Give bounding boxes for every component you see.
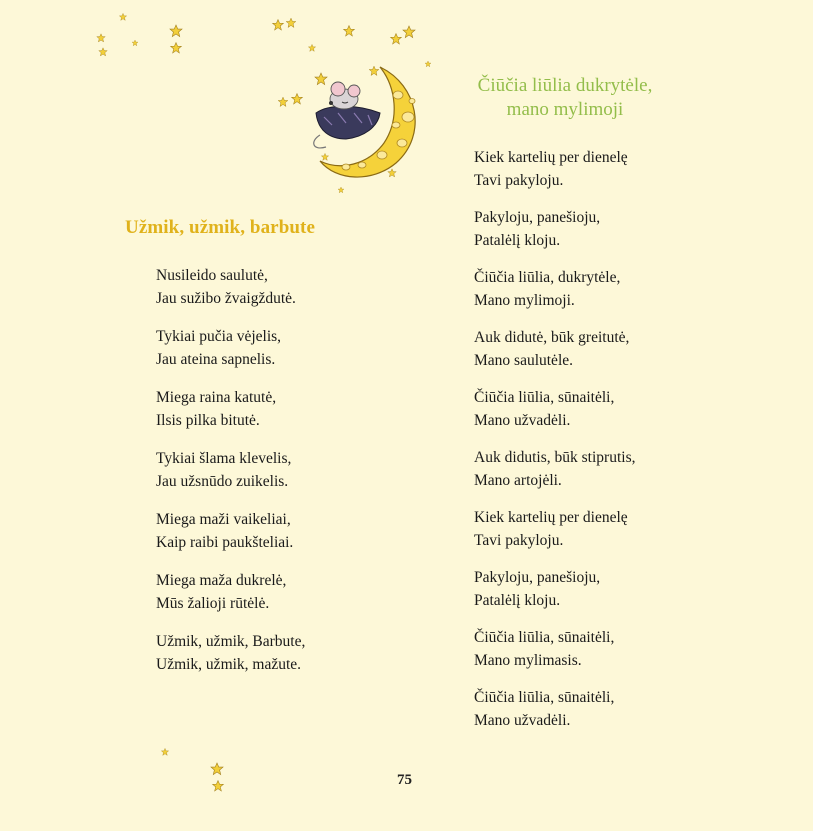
left-poem (156, 265, 305, 692)
star-icon (344, 26, 355, 36)
poem-line: Tykiai pučia vėjelis, (156, 328, 282, 345)
poem-line: Užmik, užmik, mažute. (156, 655, 302, 673)
star-icon (170, 25, 182, 37)
poem-line: Mano užvadėli. (474, 711, 571, 729)
poem-line: Patalėlį kloju. (474, 591, 561, 609)
star-icon (119, 13, 126, 20)
star-icon (286, 18, 296, 27)
stanza (474, 687, 635, 732)
poem-line: Čiūčia liūlia, dukrytėle, (474, 269, 621, 286)
star-icon (213, 781, 224, 791)
right-poem-title-line: mano mylimoji (506, 99, 624, 120)
stanza (156, 509, 305, 554)
left-poem-title: Užmik, užmik, barbute (125, 217, 315, 238)
poem-line: Auk didutis, būk stiprutis, (474, 449, 636, 466)
poem-line: Jau ateina sapnelis. (156, 350, 276, 368)
poem-line: Jau užsnūdo zuikelis. (156, 472, 289, 490)
star-icon (161, 748, 168, 755)
star-icon (403, 26, 415, 38)
poem-line: Užmik, užmik, Barbute, (156, 633, 306, 650)
sleeping-mouse-on-crescent-moon-icon (268, 55, 438, 195)
star-icon (211, 763, 223, 775)
stanza (156, 265, 305, 310)
poem-line: Ilsis pilka bitutė. (156, 411, 260, 429)
poem-line: Čiūčia liūlia, sūnaitėli, (474, 389, 615, 406)
poem-line: Mano saulutėle. (474, 351, 574, 369)
poem-line: Auk didutė, būk greitutė, (474, 329, 630, 346)
stanza (156, 326, 305, 371)
poem-line: Miega raina katutė, (156, 389, 277, 406)
poem-line: Tavi pakyloju. (474, 531, 564, 549)
poem-line: Čiūčia liūlia, sūnaitėli, (474, 629, 615, 646)
stanza (474, 267, 635, 312)
stanza (474, 627, 635, 672)
poem-line: Jau sužibo žvaigždutė. (156, 289, 296, 307)
stanza (474, 567, 635, 612)
right-poem-title (440, 74, 690, 122)
poem-line: Kaip raibi paukšteliai. (156, 533, 294, 551)
stanza (156, 570, 305, 615)
stanza (474, 387, 635, 432)
poem-line: Čiūčia liūlia, sūnaitėli, (474, 689, 615, 706)
poem-line: Mano užvadėli. (474, 411, 571, 429)
poem-line: Mano artojėli. (474, 471, 562, 489)
stanza (474, 447, 635, 492)
poem-line: Miega maža dukrelė, (156, 572, 287, 589)
poem-line: Mūs žalioji rūtėlė. (156, 594, 270, 612)
star-icon (132, 40, 138, 46)
star-icon (308, 44, 315, 51)
stanza (156, 631, 305, 676)
right-poem (474, 147, 635, 747)
poem-line: Pakyloju, panešioju, (474, 209, 601, 226)
poem-line: Mano mylimasis. (474, 651, 582, 669)
poem-line: Tykiai šlama klevelis, (156, 450, 292, 467)
stanza (474, 327, 635, 372)
poem-line: Kiek kartelių per dienelę (474, 149, 628, 166)
stanza (156, 448, 305, 493)
poem-line: Pakyloju, panešioju, (474, 569, 601, 586)
page-number: 75 (397, 772, 412, 788)
star-icon (97, 34, 105, 42)
poem-line: Miega maži vaikeliai, (156, 511, 291, 528)
poem-line: Kiek kartelių per dienelę (474, 509, 628, 526)
stanza (474, 207, 635, 252)
stanza (474, 507, 635, 552)
stanza (474, 147, 635, 192)
poem-line: Nusileido saulutė, (156, 267, 268, 284)
right-poem-title-line: Čiūčia liūlia dukrytėle, (477, 75, 653, 96)
stanza (156, 387, 305, 432)
star-icon (273, 20, 284, 30)
star-icon (171, 43, 182, 53)
poem-line: Mano mylimoji. (474, 291, 575, 309)
poem-line: Patalėlį kloju. (474, 231, 561, 249)
star-icon (99, 48, 107, 56)
star-icon (391, 34, 402, 44)
poem-line: Tavi pakyloju. (474, 171, 564, 189)
